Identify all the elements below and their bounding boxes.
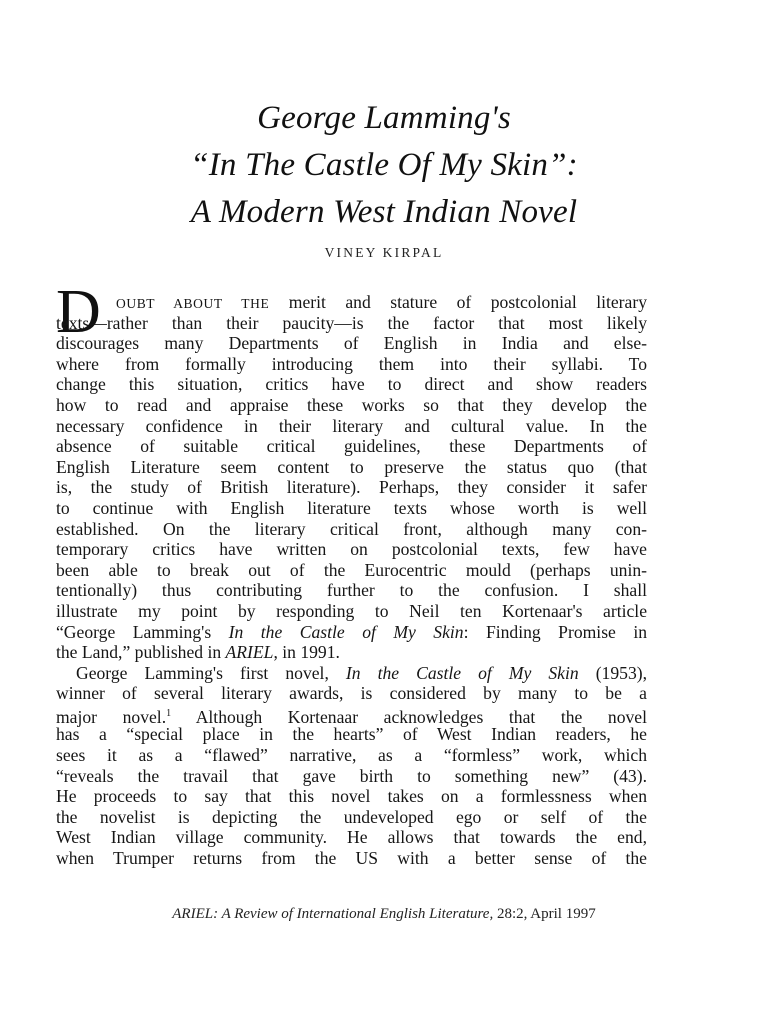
body-text-span: George Lamming's first novel,: [76, 662, 346, 683]
body-line: He proceeds to say that this novel takes on a formlessness when: [56, 786, 647, 807]
body-text-span: the Land,” published in: [56, 642, 226, 663]
book-title-italic: In the Castle of My Skin: [345, 662, 579, 683]
body-line: [56, 663, 647, 684]
body-line: the novelist is depicting the undeveloped ego or self of the: [56, 806, 647, 827]
body-line: [56, 622, 647, 643]
body-line: [56, 704, 647, 725]
issue-info: 28:2, April 1997: [493, 906, 596, 922]
body-line: absence of suitable critical guidelines, these Departments of: [56, 436, 647, 457]
body-line: tentionally) thus contributing further to the confusion. I shall: [56, 580, 647, 601]
title-line: A Modern West Indian Novel: [190, 194, 578, 230]
title-line: George Lamming's: [257, 100, 511, 136]
body-line: change this situation, critics have to direct and show readers: [56, 374, 647, 395]
body-text-span: major novel.: [56, 706, 167, 727]
article-body: [56, 292, 647, 869]
body-line: how to read and appraise these works so that they develop the: [56, 394, 647, 415]
body-line: texts—rather than their paucity—is the factor that most likely: [56, 312, 647, 333]
body-line: established. On the literary critical front, although many con-: [56, 518, 647, 539]
title-line: “In The Castle Of My Skin”:: [190, 147, 578, 183]
author-name: VINEY KIRPAL: [324, 245, 444, 260]
body-line: is, the study of British literature). Perhaps, they consider it safer: [56, 477, 647, 498]
footnote-marker: 1: [166, 707, 172, 719]
body-text-span: “George Lamming's: [56, 621, 229, 642]
body-line: winner of several literary awards, is considered by many to be a: [56, 683, 647, 704]
body-line: when Trumper returns from the US with a better sense of the: [56, 848, 647, 869]
body-line: temporary critics have written on postcolonial texts, few have: [56, 539, 647, 560]
body-line: been able to break out of the Eurocentric mould (perhaps unin-: [56, 559, 647, 580]
journal-name-italic: ARIEL: [225, 642, 274, 663]
body-line: English Literature seem content to preserve the status quo (that: [56, 456, 647, 477]
drop-cap: D: [56, 278, 101, 346]
body-line: “reveals the travail that gave birth to something new” (43).: [56, 765, 647, 786]
body-line: where from formally introducing them into their syllabi. To: [56, 353, 647, 374]
body-line: necessary confidence in their literary and cultural value. In the: [56, 415, 647, 436]
article-title: [0, 95, 768, 236]
body-line: [56, 642, 647, 663]
body-text-span: , in 1991.: [273, 642, 340, 663]
book-title-italic: In the Castle of My Skin: [228, 621, 464, 642]
journal-footer: [0, 906, 768, 923]
body-line: has a “special place in the hearts” of West Indian readers, he: [56, 724, 647, 745]
body-line: to continue with English literature texts whose worth is well: [56, 497, 647, 518]
body-line: illustrate my point by responding to Neil ten Kortenaar's article: [56, 600, 647, 621]
body-line: [56, 292, 647, 313]
body-text-span: : Finding Promise in: [463, 621, 648, 642]
body-text-span: Although Kortenaar acknowledges that the novel: [171, 706, 647, 727]
small-caps-opening: OUBT ABOUT THE: [116, 296, 270, 311]
journal-citation: ARIEL: A Review of International English Literature,: [172, 906, 494, 922]
body-line: West Indian village community. He allows that towards the end,: [56, 827, 647, 848]
body-line: sees it as a “flawed” narrative, as a “formless” work, which: [56, 745, 647, 766]
body-text-span: merit and stature of postcolonial literary: [269, 292, 647, 312]
body-line: discourages many Departments of English in India and else-: [56, 333, 647, 354]
body-text-span: (1953),: [578, 662, 648, 683]
